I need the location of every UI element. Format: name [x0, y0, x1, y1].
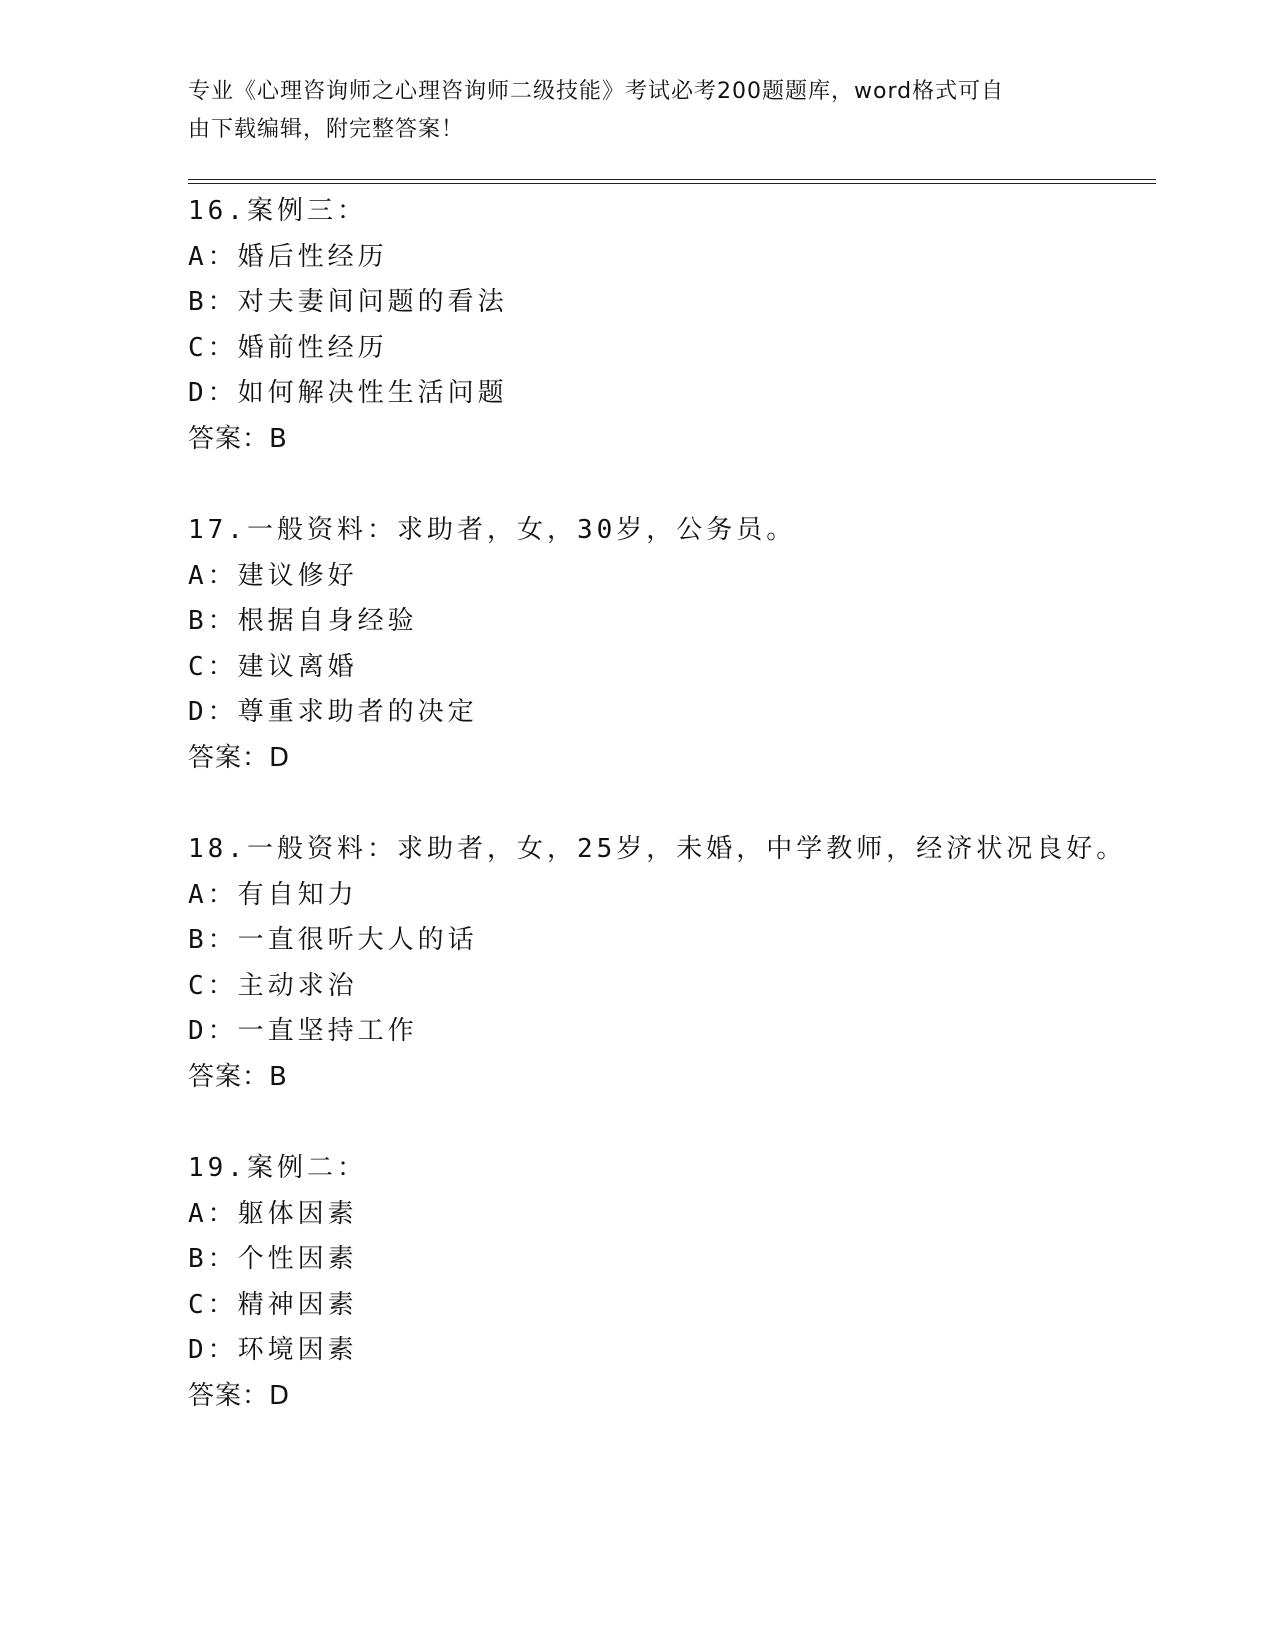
- option-b: B：根据自身经验: [188, 606, 418, 637]
- question-stem: 16.案例三：: [188, 196, 367, 226]
- question-16: [188, 189, 1188, 463]
- question-stem: 19.案例二：: [188, 1153, 367, 1183]
- question-18: [188, 827, 1188, 1101]
- option-d: D：一直坚持工作: [188, 1016, 418, 1047]
- header-line-1: 专业《心理咨询师之心理咨询师二级技能》考试必考200题题库，word格式可自: [188, 79, 1005, 104]
- question-stem: 18.一般资料：求助者，女，25岁，未婚，中学教师，经济状况良好。: [188, 834, 1127, 864]
- option-a: A：有自知力: [188, 879, 358, 910]
- answer-line: 答案：B: [188, 1061, 288, 1092]
- option-c: C：婚前性经历: [188, 332, 388, 363]
- option-a: A：建议修好: [188, 560, 358, 591]
- option-d: D：环境因素: [188, 1335, 358, 1366]
- option-a: A：躯体因素: [188, 1198, 358, 1229]
- option-c: C：建议离婚: [188, 651, 358, 682]
- answer-line: 答案：D: [188, 742, 291, 773]
- document-header: [188, 73, 1078, 149]
- option-c: C：精神因素: [188, 1289, 358, 1320]
- answer-line: 答案：D: [188, 1380, 291, 1411]
- question-19: [188, 1146, 1188, 1420]
- header-divider-top: [188, 179, 1156, 180]
- option-b: B：个性因素: [188, 1244, 358, 1275]
- option-b: B：对夫妻间问题的看法: [188, 287, 508, 318]
- question-stem: 17.一般资料：求助者，女，30岁，公务员。: [188, 515, 797, 545]
- header-divider-bottom: [188, 183, 1156, 184]
- question-17: [188, 508, 1188, 782]
- header-line-2: 由下载编辑，附完整答案！: [188, 117, 465, 142]
- option-d: D：尊重求助者的决定: [188, 697, 478, 728]
- option-d: D：如何解决性生活问题: [188, 378, 508, 409]
- answer-line: 答案：B: [188, 423, 288, 454]
- option-c: C：主动求治: [188, 970, 358, 1001]
- option-a: A：婚后性经历: [188, 241, 388, 272]
- option-b: B：一直很听大人的话: [188, 925, 478, 956]
